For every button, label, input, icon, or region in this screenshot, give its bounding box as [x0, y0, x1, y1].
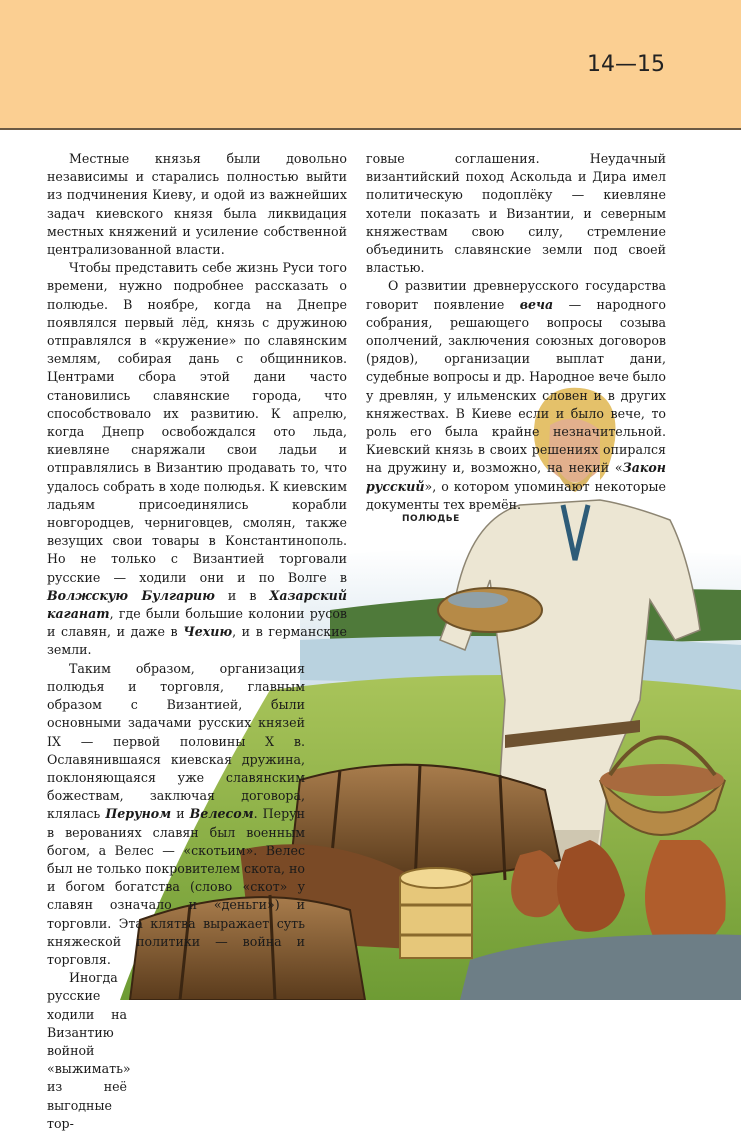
paragraph: Таким образом, организация полюдья и торговля, главным образом с Византией, были основными задачами русских князей IX — первой половины X в. Ославянившаяся киевская дружина, поклоняющаяся уже славянским божествам, заключая договора, клялась Перуном и Велесом. Перун в верованиях славян был военным богом, а Велес — «скотьим». Велес был не только покровителем скота, но и богом богатства (слово «скот» у славян означало и «деньги») и торговли. Эта клятва выражает суть княжеской политики — война и торговля.: [47, 660, 305, 967]
page-number: 14—15: [587, 52, 665, 77]
paragraph: Местные князья были довольно независимы и старались полностью выйти из подчинения Киеву, и одой из важнейших задач киевского князя была ликвидация местных княжений и усиление собственной централизованной власти.: [47, 151, 347, 258]
text-column-right: [366, 150, 666, 514]
term-russian-law: Закон русский: [366, 460, 666, 494]
term-perun: Перуном: [105, 806, 172, 822]
bucket: [400, 868, 472, 958]
paragraph: Иногда русские ходили на Византию войной «выжимать» из неё выгодные тор-: [47, 970, 131, 1131]
text-column-left: [47, 150, 347, 1133]
term-veles: Велесом: [189, 806, 254, 822]
paragraph: говые соглашения. Неудачный византийский поход Аскольда и Дира имел политическую подоплёку — киевляне хотели показать и Византии, и северным княжествам свою силу, стремление объединить славянские земли под своей властью.: [366, 151, 666, 276]
fish: [448, 592, 508, 608]
paragraph: Чтобы представить себе жизнь Руси того времени, нужно подробнее рассказать о полюдье. В ноябре, когда на Днепре появлялся первый лёд, князь с дружиною отправлялся в «кружение» по славянским землям, собирая дань с общинников. Центрами сбора этой дани часто становились славянские города, что способствовало их развитию. К апрелю, когда Днепр освобождался ото льда, киевляне снаряжали свои ладьи и отправлялись в Византию продавать то, что удалось собрать в ходе полюдья. К киевским ладьям присоединялись корабли новгородцев, черниговцев, смолян, также везущих свои товары в Константинополь. Но не только с Византией торговали русские — ходили они и по Волге в Волжскую Булгарию и в Хазарский каганат, где были большие колонии русов и славян, и даже в Чехию, и в германские земли.: [47, 260, 347, 658]
mushrooms: [600, 764, 724, 796]
illustration-caption: ПОЛЮДЬЕ: [402, 514, 460, 524]
term-veche: веча: [519, 296, 554, 312]
term-czechia: Чехию: [183, 624, 233, 640]
term-khazar-khaganate: Хазарский каганат: [47, 587, 347, 622]
paragraph: О развитии древнерусского государства говорит появление веча — народного собрания, решающего вопросы созыва ополчений, заключения союзных договоров (рядов), организации выплат дани, судебные вопросы и др. Народное вече было у древлян, у ильменских словен и в других княжествах. В Киеве если и было вече, то роль его была крайне незначительной. Киевский князь в своих решениях опирался на дружину и, возможно, на некий «Закон русский», о котором упоминают некоторые документы тех времён.: [366, 278, 666, 512]
term-volga-bulgaria: Волжскую Булгарию: [47, 587, 215, 603]
